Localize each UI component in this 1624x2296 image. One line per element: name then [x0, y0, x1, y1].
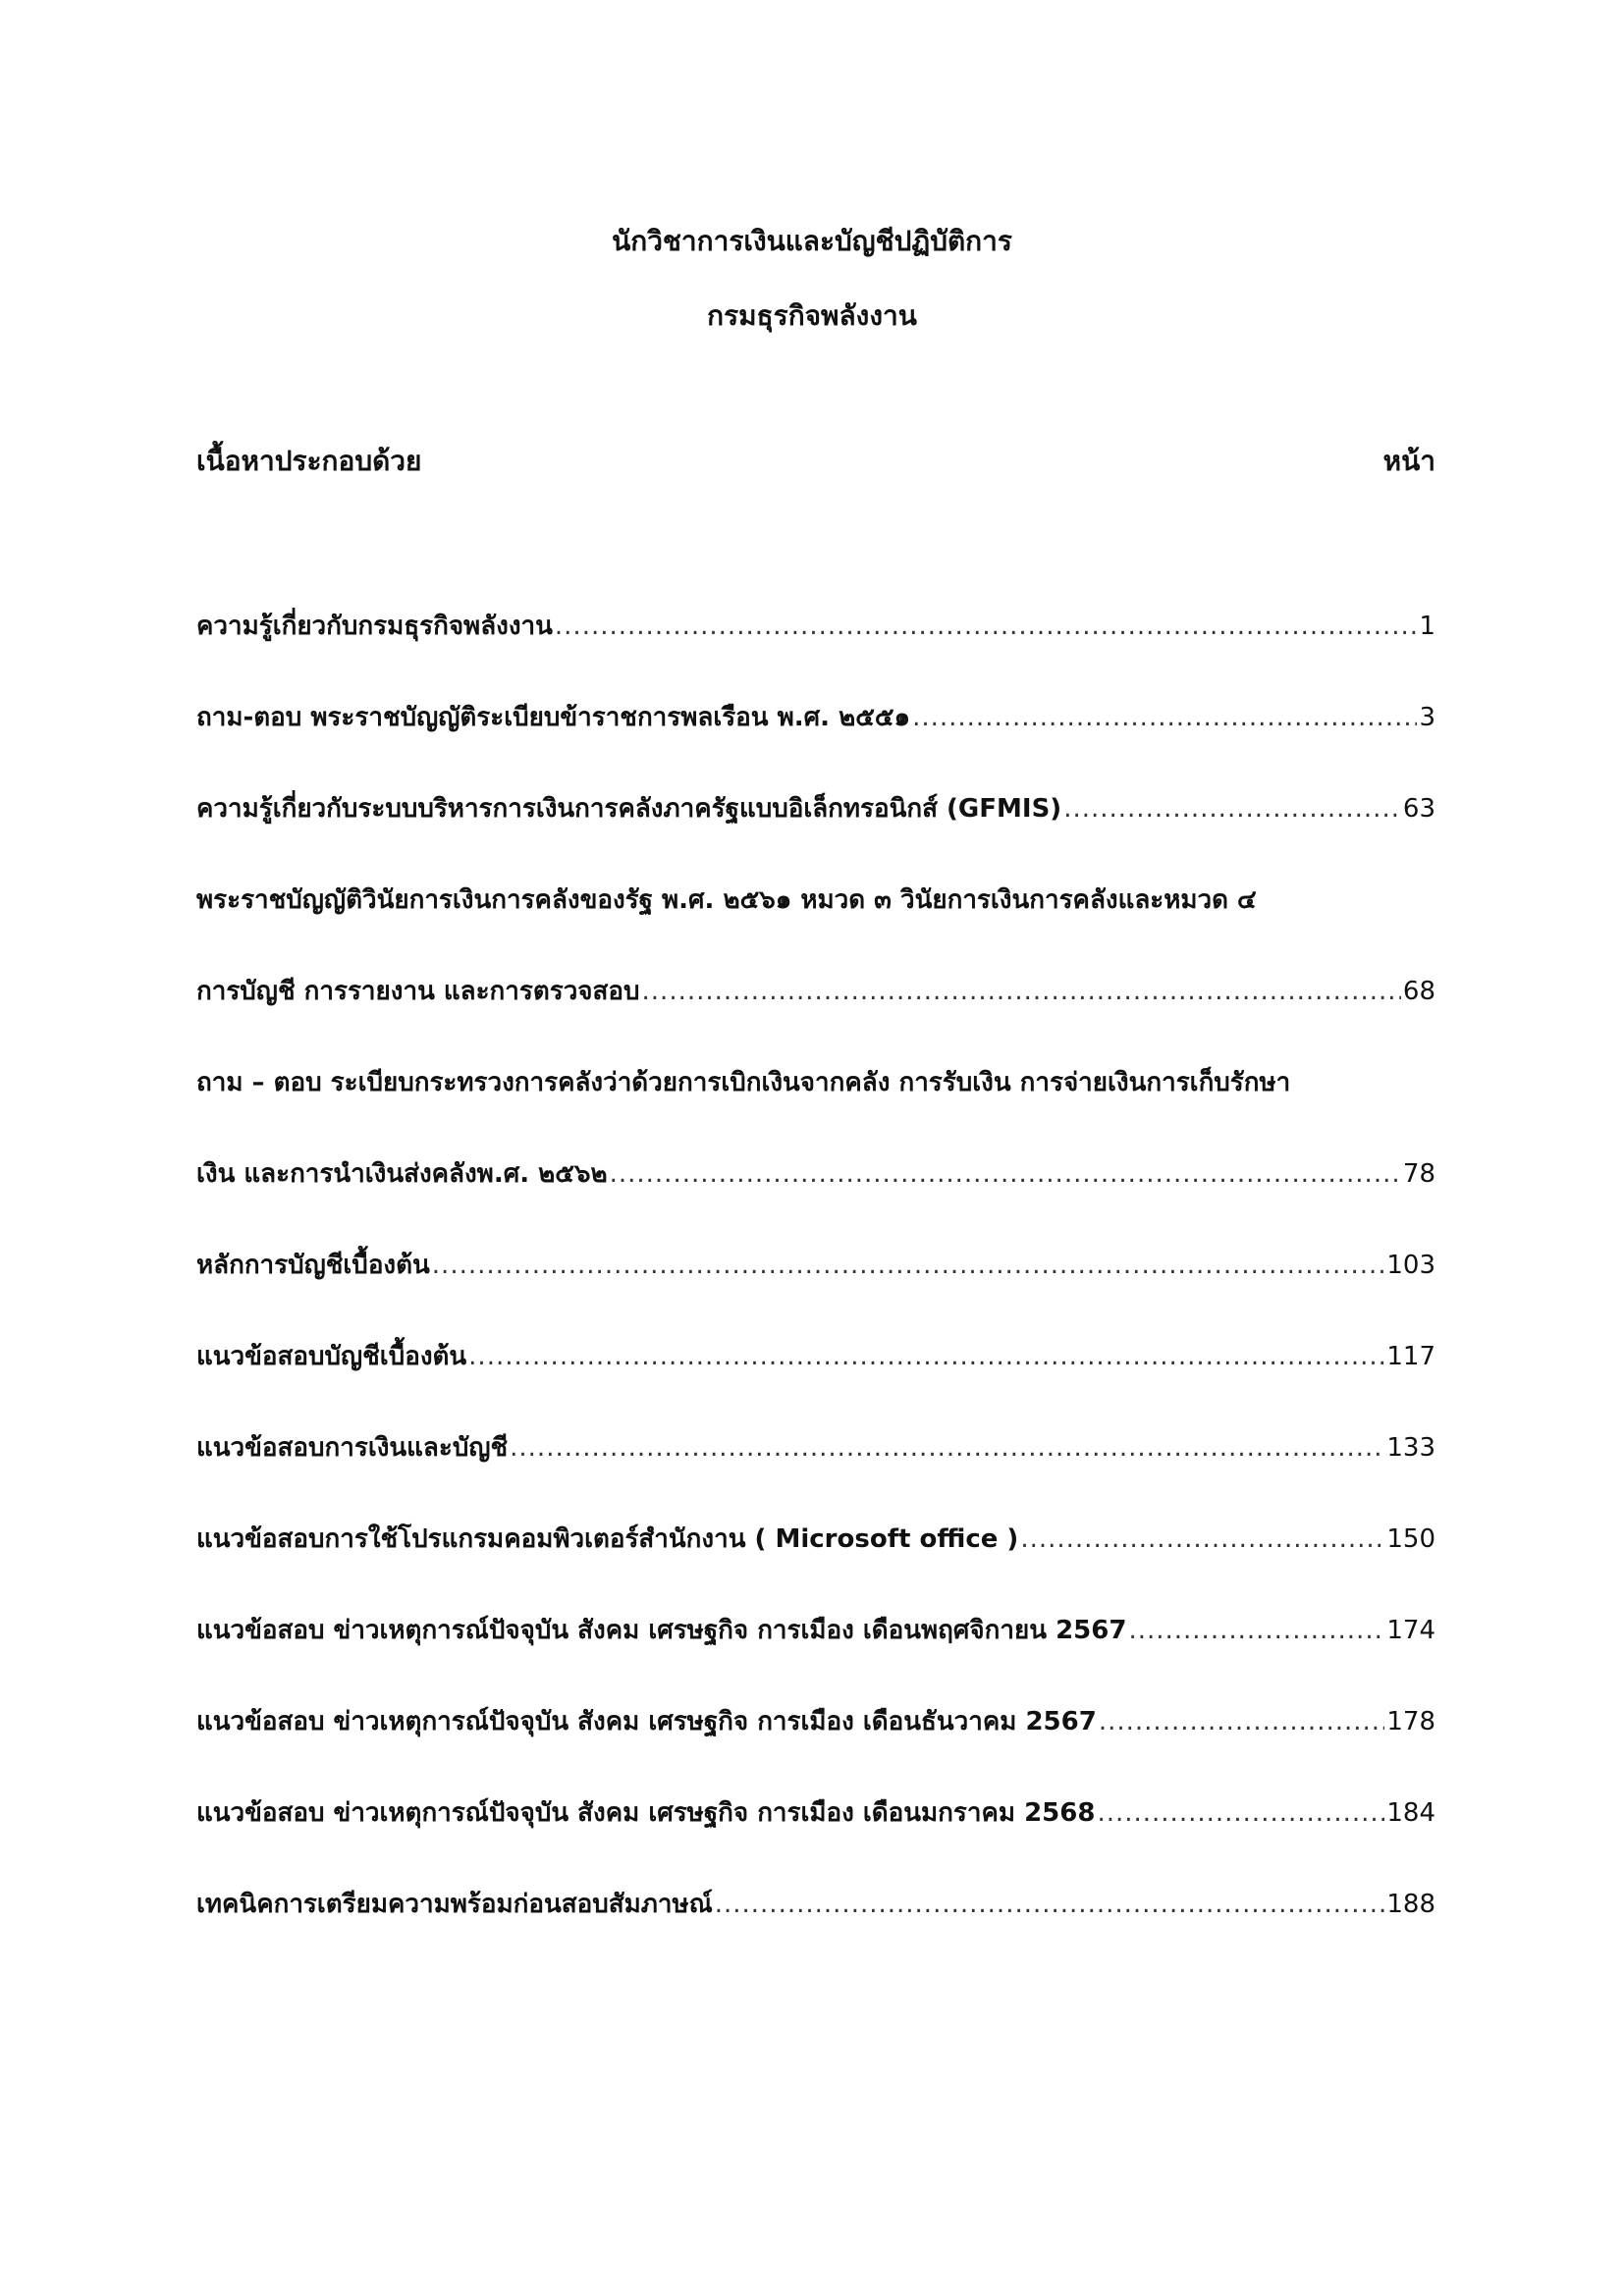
toc-entry-title: แนวข้อสอบ ข่าวเหตุการณ์ปัจจุบัน สังคม เศรษฐกิจ การเมือง เดือนพฤศจิกายน 2567: [196, 1616, 1127, 1645]
toc-entry: [196, 1885, 1435, 1976]
dot-leader: [432, 1246, 1385, 1285]
toc-entry-page: 174: [1386, 1616, 1435, 1645]
dot-leader: [468, 1337, 1384, 1376]
toc-entry-page: 1: [1419, 612, 1435, 641]
toc-entry-title: แนวข้อสอบการใช้โปรแกรมคอมพิวเตอร์สำนักงาน ( Microsoft office ): [196, 1524, 1019, 1554]
dot-leader: [715, 1885, 1385, 1924]
toc-entry-title: เงิน และการนำเงินส่งคลังพ.ศ. ๒๕๖๒: [196, 1159, 608, 1189]
table-of-contents: [196, 607, 1435, 1976]
toc-entry: [196, 1246, 1435, 1337]
dot-leader: [610, 1154, 1401, 1194]
toc-entry-page: 103: [1386, 1251, 1435, 1280]
toc-entry-title: หลักการบัญชีเบื้องต้น: [196, 1251, 430, 1280]
dot-leader: [642, 972, 1401, 1011]
toc-entry-title: ถาม-ตอบ พระราชบัญญัติระเบียบข้าราชการพลเรือน พ.ศ. ๒๕๕๑: [196, 703, 911, 732]
dot-leader: [912, 698, 1417, 737]
department-name: กรมธุรกิจพลังงาน: [707, 299, 917, 332]
toc-entry-title: แนวข้อสอบบัญชีเบื้องต้น: [196, 1342, 467, 1371]
toc-entry-page: 188: [1386, 1890, 1435, 1919]
toc-entry-title: ความรู้เกี่ยวกับกรมธุรกิจพลังงาน: [196, 612, 553, 641]
toc-entry-page: 117: [1386, 1342, 1435, 1371]
dot-leader: [1099, 1702, 1385, 1741]
toc-entry: [196, 1428, 1435, 1520]
toc-entry-page: 133: [1386, 1433, 1435, 1463]
dot-leader: [1097, 1793, 1384, 1833]
toc-entry-title: แนวข้อสอบการเงินและบัญชี: [196, 1433, 509, 1463]
toc-entry-title: การบัญชี การรายงาน และการตรวจสอบ: [196, 977, 640, 1006]
toc-entry: [196, 1337, 1435, 1428]
dot-leader: [510, 1428, 1384, 1468]
toc-header: [196, 442, 1435, 481]
toc-entry-page: 150: [1386, 1524, 1435, 1554]
toc-entry-page: 68: [1402, 977, 1435, 1006]
toc-entry-title-line1: ถาม – ตอบ ระเบียบกระทรวงการคลังว่าด้วยการเบิกเงินจากคลัง การรับเงิน การจ่ายเงินการเก็บรักษา: [196, 1068, 1291, 1097]
toc-entry: [196, 1520, 1435, 1611]
toc-entry-title-line1: พระราชบัญญัติวินัยการเงินการคลังของรัฐ พ.ศ. ๒๕๖๑ หมวด ๓ วินัยการเงินการคลังและหมวด ๔: [196, 885, 1257, 915]
toc-entry-page: 63: [1402, 794, 1435, 824]
toc-entry-page: 184: [1386, 1798, 1435, 1828]
toc-entry: [196, 1063, 1435, 1246]
page-column-heading: หน้า: [1382, 445, 1435, 477]
toc-entry-title: ความรู้เกี่ยวกับระบบบริหารการเงินการคลังภาครัฐแบบอิเล็กทรอนิกส์ (GFMIS): [196, 794, 1062, 824]
toc-entry: [196, 881, 1435, 1063]
toc-entry: [196, 698, 1435, 789]
contents-heading: เนื้อหาประกอบด้วย: [196, 445, 422, 477]
dot-leader: [1020, 1520, 1384, 1559]
toc-entry: [196, 607, 1435, 698]
toc-entry-title: แนวข้อสอบ ข่าวเหตุการณ์ปัจจุบัน สังคม เศรษฐกิจ การเมือง เดือนมกราคม 2568: [196, 1798, 1096, 1828]
toc-entry: [196, 1702, 1435, 1793]
toc-entry-page: 3: [1419, 703, 1435, 732]
toc-entry: [196, 1793, 1435, 1885]
toc-entry-title: แนวข้อสอบ ข่าวเหตุการณ์ปัจจุบัน สังคม เศรษฐกิจ การเมือง เดือนธันวาคม 2567: [196, 1707, 1097, 1736]
toc-entry: [196, 1611, 1435, 1702]
toc-entry-page: 78: [1402, 1159, 1435, 1189]
dot-leader: [1128, 1611, 1384, 1650]
toc-entry-title: เทคนิคการเตรียมความพร้อมก่อนสอบสัมภาษณ์: [196, 1890, 713, 1919]
document-title: นักวิชาการเงินและบัญชีปฏิบัติการ: [612, 225, 1012, 257]
toc-entry-page: 178: [1386, 1707, 1435, 1736]
dot-leader: [1063, 789, 1401, 828]
toc-entry: [196, 789, 1435, 881]
dot-leader: [555, 607, 1418, 646]
